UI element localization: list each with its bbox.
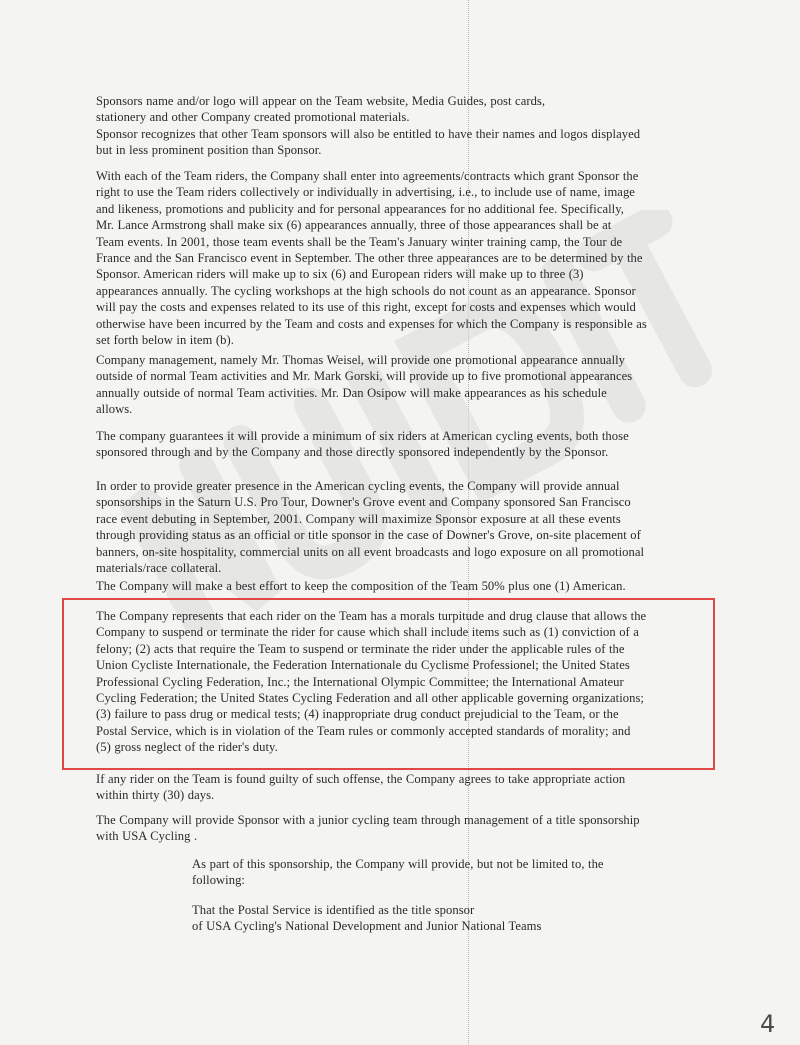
text-line: annually outside of normal Team activities. Mr. Dan Osipow will make appearances as his schedule <box>96 385 607 400</box>
text-line: In order to provide greater presence in the American cycling events, the Company will provide annual <box>96 479 620 493</box>
text-line: The Company represents that each rider on the Team has a morals turpitude and drug clause that allows the <box>96 609 647 623</box>
text-line: France and the San Francisco event in September. The other three appearances are to be determined by the <box>96 251 643 266</box>
text-line: Company to suspend or terminate the rider for cause which shall include items such as (1) conviction of a <box>96 625 639 640</box>
text-line: following: <box>192 873 245 888</box>
paragraph-six-riders <box>96 428 629 461</box>
text-line: That the Postal Service is identified as the title sponsor <box>192 903 475 917</box>
text-line: With each of the Team riders, the Company shall enter into agreements/contracts which grant Sponsor the <box>96 169 639 183</box>
text-line: race event debuting in September, 2001. Company will maximize Sponsor exposure at all these events <box>96 511 621 526</box>
text-line: Union Cycliste Internationale, the Federation Internationale du Cyclisme Professionel; the United States <box>96 658 630 673</box>
page-number: 4 <box>760 1010 776 1038</box>
paragraph-greater-presence <box>96 478 644 576</box>
paragraph-as-part <box>192 856 604 889</box>
text-line: Company management, namely Mr. Thomas Weisel, will provide one promotional appearance annually <box>96 353 626 367</box>
paragraph-team-riders <box>96 168 647 348</box>
text-line: with USA Cycling . <box>96 829 198 844</box>
text-line: Mr. Lance Armstrong shall make six (6) appearances annually, three of those appearances shall be at <box>96 218 612 233</box>
text-line: allows. <box>96 402 133 417</box>
paragraph-postal-title <box>192 902 541 935</box>
text-line: Cycling Federation; the United States Cycling Federation and all other applicable governing organizations; <box>96 691 644 706</box>
text-line: but in less prominent position than Sponsor. <box>96 143 322 158</box>
text-line: The Company will make a best effort to keep the composition of the Team 50% plus one (1) American. <box>96 579 626 593</box>
text-line: The company guarantees it will provide a minimum of six riders at American cycling events, both those <box>96 429 629 443</box>
text-line: stationery and other Company created promotional materials. <box>96 110 410 125</box>
text-line: Sponsor recognizes that other Team sponsors will also be entitled to have their names and logos displayed <box>96 126 641 141</box>
text-line: Sponsors name and/or logo will appear on the Team website, Media Guides, post cards, <box>96 94 546 108</box>
text-line: of USA Cycling's National Development and Junior National Teams <box>192 919 542 934</box>
paragraph-morals-clause <box>96 608 646 756</box>
text-line: materials/race collateral. <box>96 561 222 576</box>
paragraph-sponsor-logo <box>96 93 640 159</box>
text-line: otherwise have been incurred by the Team and costs and expenses for which the Company is responsible as <box>96 316 647 331</box>
text-line: set forth below in item (b). <box>96 333 234 348</box>
text-line: felony; (2) acts that require the Team to suspend or terminate the rider under the applicable rules of the <box>96 641 625 656</box>
text-line: If any rider on the Team is found guilty of such offense, the Company agrees to take appropriate action <box>96 772 626 786</box>
text-line: (3) failure to pass drug or medical tests; (4) inappropriate drug conduct prejudicial to the Team, or the <box>96 707 619 722</box>
text-line: (5) gross neglect of the rider's duty. <box>96 740 278 755</box>
text-line: appearances annually. The cycling workshops at the high schools do not count as an appearance. Sponsor <box>96 283 636 298</box>
text-line: sponsored through and by the Company and those directly sponsored independently by the Sponsor. <box>96 445 609 460</box>
text-line: through providing status as an official or title sponsor in the case of Downer's Grove, on-site placement of <box>96 528 641 543</box>
paragraph-composition <box>96 578 626 594</box>
text-line: within thirty (30) days. <box>96 788 215 803</box>
text-line: Professional Cycling Federation, Inc.; the International Olympic Committee; the International Amateur <box>96 674 624 689</box>
text-line: As part of this sponsorship, the Company will provide, but not be limited to, the <box>192 857 604 871</box>
text-line: Postal Service, which is in violation of the Team rules or commonly accepted standards of morality; and <box>96 723 631 738</box>
text-line: right to use the Team riders collectively or individually in advertising, i.e., to include use of name, image <box>96 185 635 200</box>
paragraph-junior-team <box>96 812 640 845</box>
text-line: The Company will provide Sponsor with a junior cycling team through management of a title sponsorship <box>96 813 640 827</box>
text-line: Sponsor. American riders will make up to six (6) and European riders will make up to three (3) <box>96 267 584 282</box>
text-line: and likeness, promotions and publicity and for personal appearances for no additional fee. Specifically, <box>96 201 624 216</box>
text-line: sponsorships in the Saturn U.S. Pro Tour, Downer's Grove event and Company sponsored San Francisco <box>96 495 631 510</box>
text-line: Team events. In 2001, those team events shall be the Team's January winter training camp, the Tour de <box>96 234 623 249</box>
paragraph-guilty-offense <box>96 771 625 804</box>
paragraph-company-management <box>96 352 632 418</box>
text-line: banners, on-site hospitality, commercial units on all event broadcasts and logo exposure on all promotional <box>96 544 645 559</box>
text-line: will pay the costs and expenses related to its use of this right, except for costs and expenses which would <box>96 300 636 315</box>
text-line: outside of normal Team activities and Mr. Mark Gorski, will provide up to five promotional appearances <box>96 369 633 384</box>
